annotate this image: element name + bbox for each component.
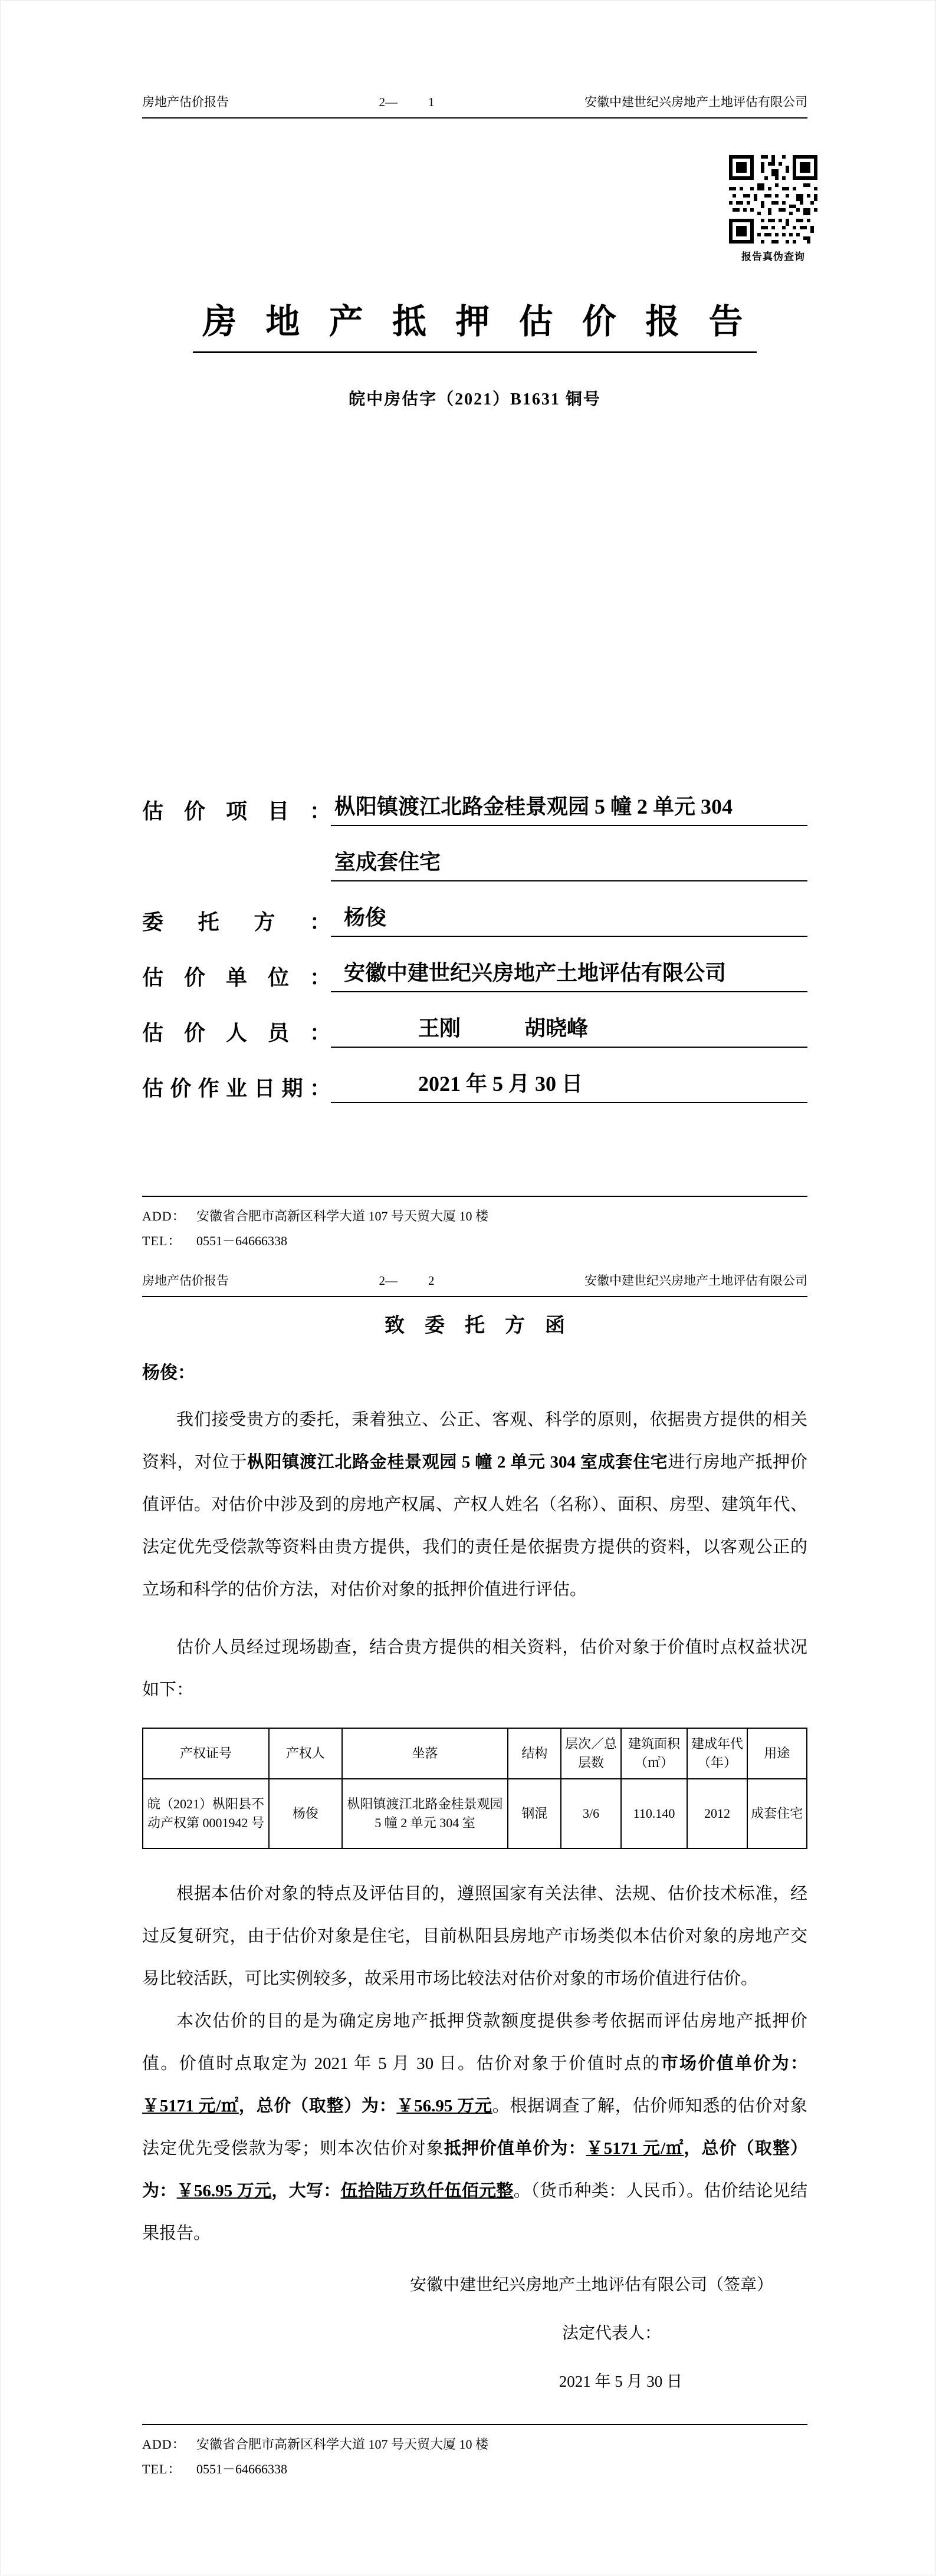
field-row-project	[142, 792, 807, 826]
field-row-appraisal-agency	[142, 958, 807, 992]
page-2-letter	[1, 1259, 935, 2576]
field-label-project: 估价项目：	[142, 799, 331, 823]
field-row-project-continued	[142, 847, 807, 881]
header-company-name: 安徽中建世纪兴房地产土地评估有限公司	[584, 95, 807, 109]
field-row-appraisers	[142, 1014, 807, 1048]
page-2-footer	[142, 2424, 807, 2482]
field-row-work-date	[142, 1069, 807, 1103]
table-cell-area: 110.140	[621, 1779, 688, 1848]
page-1-cover	[1, 1, 935, 1259]
footer-phone-line	[142, 1229, 807, 1254]
header-doc-type: 房地产估价报告	[142, 1274, 229, 1288]
header-page-number: 1	[428, 95, 435, 109]
cover-fields	[142, 792, 807, 1103]
footer-address-line	[142, 2432, 807, 2457]
field-value-project-line2: 室成套住宅	[331, 847, 807, 881]
footer-phone-line	[142, 2457, 807, 2482]
page-2-running-header	[142, 1259, 807, 1297]
table-header-cell: 建成年代（年）	[687, 1728, 747, 1779]
field-value-project-line1: 枞阳镇渡江北路金桂景观园 5 幢 2 单元 304	[331, 792, 807, 826]
table-header-cell: 坐落	[342, 1728, 508, 1779]
table-header-cell: 结构	[508, 1728, 561, 1779]
table-header-cell: 用途	[747, 1728, 807, 1779]
table-data-row	[143, 1779, 807, 1848]
footer-phone-label: TEL：	[142, 1233, 182, 1248]
table-cell-usage: 成套住宅	[747, 1779, 807, 1848]
table-cell-floor: 3/6	[561, 1779, 620, 1848]
header-company-name: 安徽中建世纪兴房地产土地评估有限公司	[584, 1274, 807, 1288]
qr-code-icon	[729, 155, 817, 244]
letter-title: 致 委 托 方 函	[385, 1315, 565, 1337]
header-page-prefix: 2—	[379, 95, 398, 109]
letter-salutation: 杨俊：	[142, 1363, 195, 1383]
report-number: 皖中房估字（2021）B1631 铜号	[349, 390, 601, 409]
header-page-indicator	[379, 94, 435, 110]
qr-caption: 报告真伪查询	[741, 251, 805, 262]
table-cell-year-built: 2012	[687, 1779, 747, 1848]
header-doc-type: 房地产估价报告	[142, 95, 229, 109]
field-label-appraisers: 估价人员：	[142, 1021, 331, 1045]
table-cell-certificate-no: 皖（2021）枞阳县不动产权第 0001942 号	[143, 1779, 269, 1848]
paragraph-engagement: 我们接受贵方的委托，秉着独立、公正、客观、科学的原则，依据贵方提供的相关资料，对位于枞阳镇渡江北路金桂景观园 5 幢 2 单元 304 室成套住宅进行房地产抵押价值评估。对估价中涉及到的房地产权属、产权人姓名（名称）、面积、房型、建筑年代、法定优先受偿款等资料由贵方提供，我们的责任是依据贵方提供的资料，以客观公正的立场和科学的估价方法，对估价对象的抵押价值进行评估。	[142, 1410, 807, 1599]
signature-company: 安徽中建世纪兴房地产土地评估有限公司（签章）	[409, 2276, 773, 2294]
report-verification-qr-block	[729, 155, 817, 263]
paragraph-site-survey: 估价人员经过现场勘查，结合贵方提供的相关资料，估价对象于价值时点权益状况如下：	[142, 1638, 807, 1699]
table-header-cell: 产权人	[269, 1728, 342, 1779]
footer-address-label: ADD：	[142, 2437, 186, 2452]
header-page-number: 2	[428, 1274, 435, 1288]
header-page-indicator	[379, 1272, 435, 1289]
property-rights-table	[142, 1728, 807, 1849]
table-header-cell: 层次／总层数	[561, 1728, 620, 1779]
table-cell-location: 枞阳镇渡江北路金桂景观园 5 幢 2 单元 304 室	[342, 1779, 508, 1848]
table-header-cell: 产权证号	[143, 1728, 269, 1779]
footer-address-label: ADD：	[142, 1209, 186, 1223]
footer-phone-text: 0551－64666338	[196, 1233, 288, 1248]
footer-phone-label: TEL：	[142, 2462, 182, 2476]
field-value-appraisers: 王刚 胡晓峰	[331, 1014, 807, 1048]
header-page-prefix: 2—	[379, 1274, 398, 1288]
field-label-work-date: 估价作业日期：	[142, 1076, 331, 1100]
field-value-work-date: 2021 年 5 月 30 日	[331, 1069, 807, 1103]
footer-address-text: 安徽省合肥市高新区科学大道 107 号天贸大厦 10 楼	[196, 2437, 489, 2452]
footer-phone-text: 0551－64666338	[196, 2462, 288, 2476]
field-value-client: 杨俊	[331, 903, 807, 937]
page-1-footer	[142, 1196, 807, 1254]
footer-address-line	[142, 1204, 807, 1229]
field-label-agency: 估价单位：	[142, 965, 331, 989]
field-row-client	[142, 903, 807, 937]
field-value-agency: 安徽中建世纪兴房地产土地评估有限公司	[331, 958, 807, 992]
table-header-cell: 建筑面积（㎡）	[621, 1728, 688, 1779]
field-label-client: 委托方：	[142, 910, 331, 934]
footer-address-text: 安徽省合肥市高新区科学大道 107 号天贸大厦 10 楼	[196, 1209, 489, 1223]
table-header-row	[143, 1728, 807, 1779]
signature-date: 2021 年 5 月 30 日	[559, 2373, 682, 2390]
report-title: 房 地 产 抵 押 估 价 报 告	[193, 302, 757, 353]
page-1-running-header	[142, 1, 807, 119]
table-cell-structure: 钢混	[508, 1779, 561, 1848]
table-cell-owner: 杨俊	[269, 1779, 342, 1848]
signature-legal-representative: 法定代表人：	[561, 2324, 661, 2343]
paragraph-valuation-result: 本次估价的目的是为确定房地产抵押贷款额度提供参考依据而评估房地产抵押价值。价值时点取定为 2021 年 5 月 30 日。估价对象于价值时点的市场价值单价为：￥5171 元/㎡，总价（取整）为：￥56.95 万元。根据调查了解，估价师知悉的估价对象法定优先受偿款为零；则本次估价对象抵押价值单价为：￥5171 元/㎡，总价（取整）为：￥56.95 万元，大写：伍拾陆万玖仟伍佰元整。（货币种类：人民币）。估价结论见结果报告。	[142, 2012, 807, 2243]
paragraph-method: 根据本估价对象的特点及评估目的，遵照国家有关法律、法规、估价技术标准，经过反复研究，由于估价对象是住宅，目前枞阳县房地产市场类似本估价对象的房地产交易比较活跃，可比实例较多，故采用市场比较法对估价对象的市场价值进行估价。	[142, 1884, 807, 1988]
